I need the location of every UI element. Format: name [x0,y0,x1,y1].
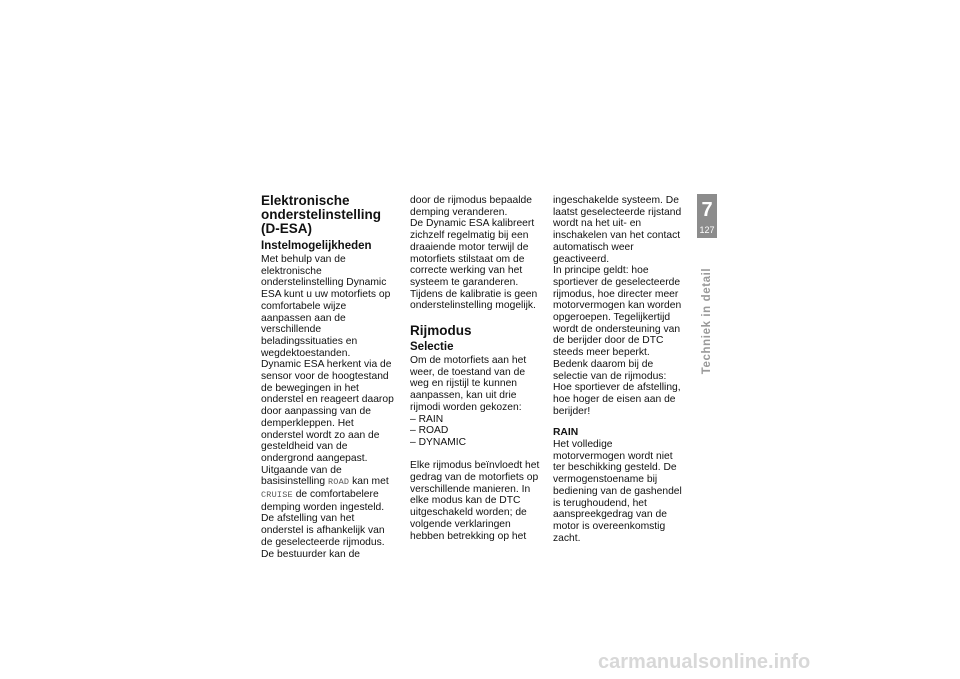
text: Uitgaande van de basisinstelling [261,464,342,488]
subtitle-selectie: Selectie [410,341,454,354]
section-title-esa: Elektronische onderstelinstelling (D-ESA) [261,193,382,236]
cruise-mode-label: CRUISE [261,490,293,501]
watermark: carmanualsonline.info [598,651,811,673]
paragraph: In principe geldt: hoe sportiever de geselecteerde rijmodus, hoe directer meer motorvermogen kan worden opgeroepen. Tegelijkertijd wordt de ondersteuning van de berijder door de DTC steeds meer beperkt. [553,265,682,359]
section-title-rijmodus: Rijmodus [410,323,472,339]
column-3 [553,195,687,544]
paragraph: Dynamic ESA herkent via de sensor voor de hoogtestand de bewegingen in het onderstel en reageert daarop door aanpassing van de demperkleppen. Het onderstel wordt zo aan de gesteldheid van de ondergrond aangepast. [261,359,394,464]
page-number: 127 [699,225,715,235]
paragraph: ingeschakelde systeem. De laatst geselecteerde rijstand wordt na het uit- en inschakelen van het contact automatisch weer geactiveerd. [553,195,682,265]
list-item: – DYNAMIC [410,437,544,449]
spacer [410,449,544,461]
paragraph: door de rijmodus bepaalde demping veranderen. [410,195,532,218]
chapter-side-title: Techniek in detail [701,267,713,375]
paragraph: Bedenk daarom bij de selectie van de rijmodus: Hoe sportiever de afstelling, hoe hoger de eisen aan de berijder! [553,358,681,417]
text: de comfortabelere demping worden ingesteld. [261,489,385,513]
column-2 [410,195,544,542]
paragraph: De Dynamic ESA kalibreert zichzelf regelmatig bij een draaiende motor terwijl de motorfiets stilstaat om de correcte werking van het systeem te garanderen. Tijdens de kalibratie is geen onderstelinstelling mogelijk. [410,218,538,312]
list-item: – ROAD [410,425,544,437]
paragraph-road-cruise [261,465,395,514]
paragraph: Het volledige motorvermogen wordt niet ter beschikking gesteld. De vermogenstoename bij bediening van de gashendel is terughoudend, het aanspreekgedrag van de motor is overeenkomstig zacht. [553,439,682,544]
chapter-number: 7 [701,199,713,221]
road-mode-label: ROAD [327,477,350,488]
rain-heading: RAIN [553,427,579,439]
paragraph: De afstelling van het onderstel is afhankelijk van de geselecteerde rijmodus. De bestuurder kan de [261,513,385,560]
paragraph: Elke rijmodus beïnvloedt het gedrag van de motorfiets op verschillende manieren. In elke modus kan de DTC uitgeschakeld worden; de volgende verklaringen hebben betrekking op het [410,460,540,542]
list-item: – RAIN [410,414,544,426]
subtitle-instelmogelijkheden: Instelmogelijkheden [261,240,372,252]
paragraph: Met behulp van de elektronische onderstelinstelling Dynamic ESA kunt u uw motorfiets op comfortabele wijze aanpassen aan de verschillende beladingssituaties en wegdektoestanden. [261,254,391,359]
column-1 [261,194,395,560]
text: kan met [352,476,389,488]
paragraph: Om de motorfiets aan het weer, de toestand van de weg en rijstijl te kunnen aanpassen, kan uit drie rijmodi worden gekozen: [410,355,527,413]
